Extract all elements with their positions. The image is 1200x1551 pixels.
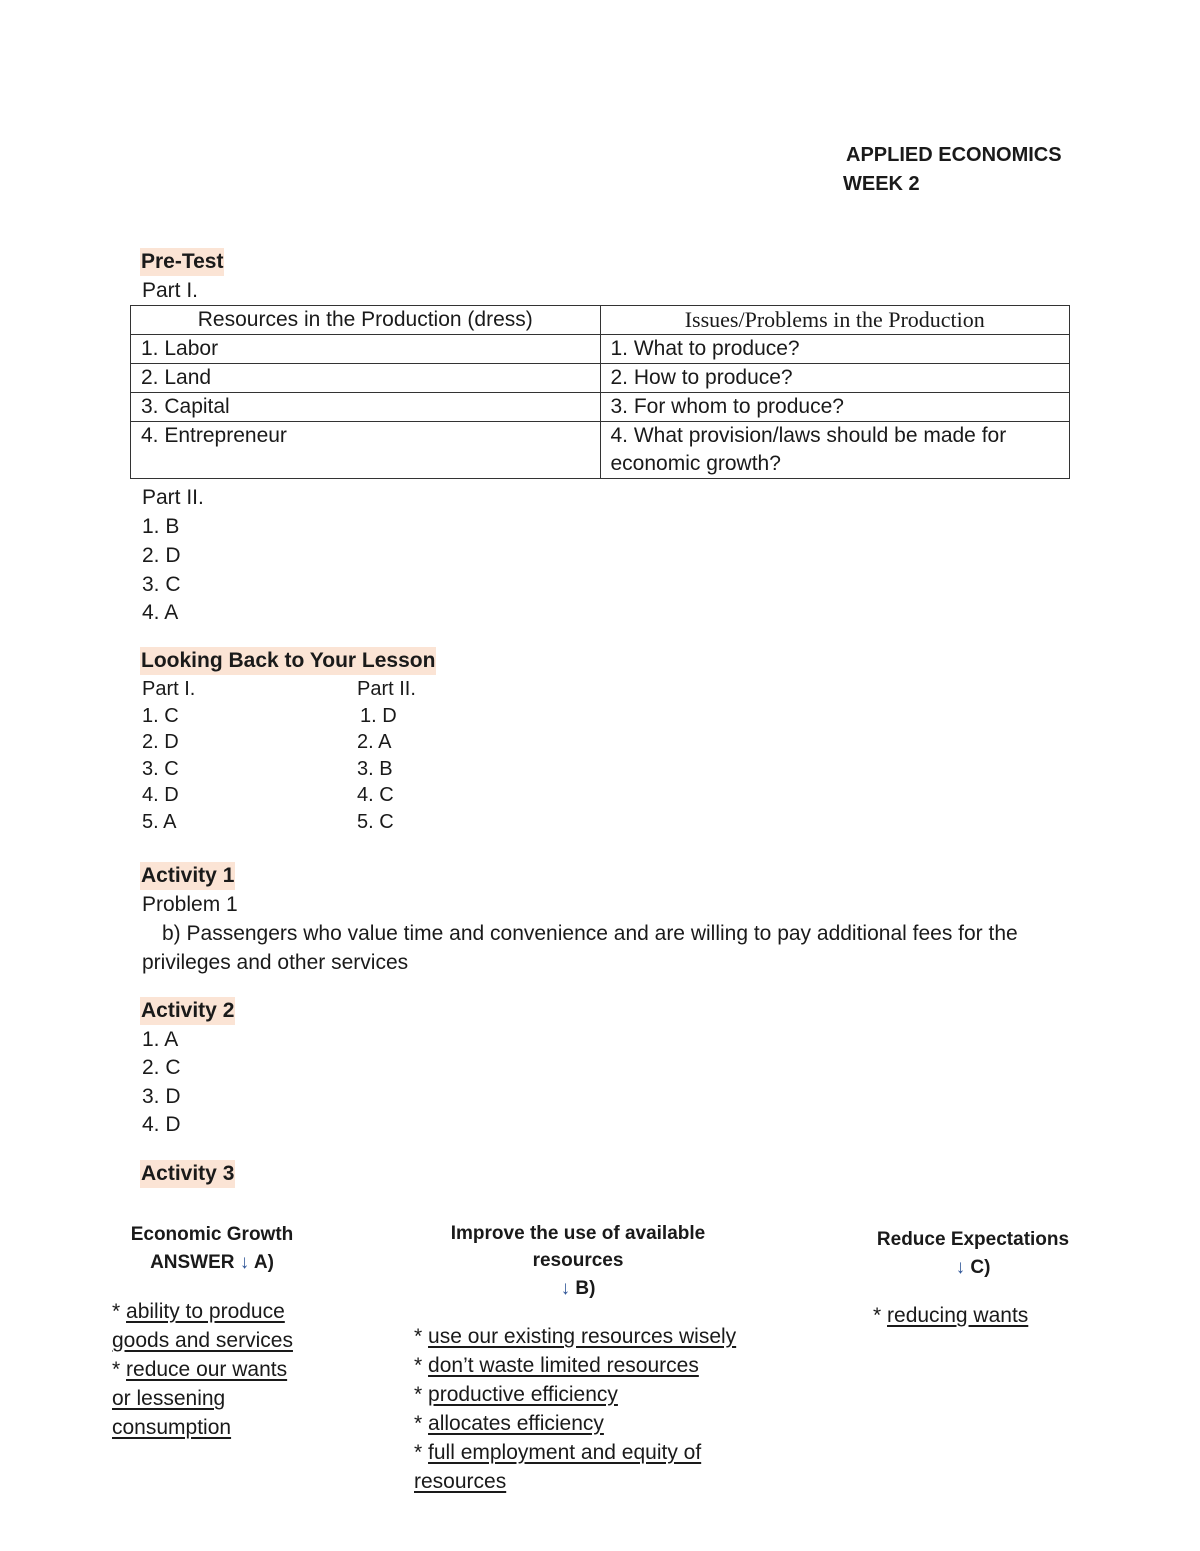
list-item: 5. C [357, 810, 394, 833]
reduce-expectations-answer: ↓ C) [955, 1257, 991, 1278]
economic-growth-heading: Economic Growth [130, 1224, 294, 1245]
table-cell: 4. Entrepreneur [131, 422, 601, 479]
improve-resources-heading-line1: Improve the use of available [450, 1223, 706, 1244]
list-item: 3. B [357, 757, 393, 780]
table-row [131, 422, 1070, 479]
looking-back-part2 [357, 676, 416, 835]
subject-title: APPLIED ECONOMICS [846, 144, 1062, 166]
activity1-answer-line1: b) Passengers who value time and convenience and are willing to pay additional fees for the [162, 922, 1018, 945]
list-item: 5. A [142, 810, 177, 833]
list-item: 3. D [142, 1085, 181, 1108]
activity1-answer-line2: privileges and other services [142, 951, 409, 974]
list-item: 4. C [357, 784, 394, 806]
table-header-row [131, 306, 1070, 335]
activity1-problem: Problem 1 [142, 893, 238, 916]
list-item: 4. D [142, 1113, 181, 1136]
reduce-expectations-notes: * reducing wants [873, 1304, 1029, 1327]
part2-label: Part II. [357, 678, 416, 700]
table-row [131, 364, 1070, 393]
table-row [131, 335, 1070, 364]
table-header-resources: Resources in the Production (dress) [131, 306, 601, 335]
table-cell: 1. Labor [131, 335, 601, 364]
economic-growth-answer: ANSWER ↓ A) [150, 1252, 274, 1273]
list-item: 2. A [357, 731, 392, 753]
pretest-part1-label: Part I. [142, 279, 199, 302]
resources-table [130, 305, 1070, 479]
list-item: 1. B [142, 515, 180, 538]
improve-resources-heading-line2: resources [532, 1250, 624, 1271]
improve-resources-answer: ↓ B) [560, 1278, 596, 1299]
pretest-heading: Pre-Test [140, 248, 224, 276]
activity3-heading: Activity 3 [140, 1160, 235, 1188]
week-label: WEEK 2 [843, 173, 920, 195]
list-item: 1. C [142, 704, 179, 727]
arrow-down-icon: ↓ [560, 1278, 571, 1299]
list-item: 4. A [142, 601, 179, 624]
activity2-heading: Activity 2 [140, 997, 235, 1025]
list-item: 1. A [142, 1028, 179, 1051]
arrow-down-icon: ↓ [239, 1252, 250, 1273]
table-cell: 3. For whom to produce? [600, 393, 1070, 422]
table-cell: 2. Land [131, 364, 601, 393]
arrow-down-icon: ↓ [955, 1257, 966, 1278]
table-cell: 1. What to produce? [600, 335, 1070, 364]
list-item: 1. D [360, 704, 397, 727]
table-cell: 3. Capital [131, 393, 601, 422]
activity1-heading: Activity 1 [140, 862, 235, 890]
table-cell: 4. What provision/laws should be made for economic growth? [600, 422, 1070, 479]
table-cell: 2. How to produce? [600, 364, 1070, 393]
improve-resources-notes: * use our existing resources wisely * don’t waste limited resources * productive efficiency * allocates efficiency * full employment and equity of resources [414, 1325, 737, 1493]
economic-growth-notes: * ability to produce goods and services * reduce our wants or lessening consumption [112, 1300, 293, 1439]
looking-back-heading: Looking Back to Your Lesson [140, 647, 436, 675]
list-item: 3. C [142, 757, 179, 780]
part1-label: Part I. [142, 678, 196, 700]
reduce-expectations-heading: Reduce Expectations [876, 1229, 1070, 1250]
table-row [131, 393, 1070, 422]
list-item: 3. C [142, 573, 181, 596]
looking-back-part1 [142, 676, 195, 835]
list-item: 4. D [142, 784, 179, 806]
list-item: 2. C [142, 1056, 181, 1079]
list-item: 2. D [142, 731, 179, 753]
table-header-issues: Issues/Problems in the Production [600, 306, 1070, 335]
list-item: 2. D [142, 544, 181, 567]
pretest-part2-label: Part II. [142, 486, 204, 509]
